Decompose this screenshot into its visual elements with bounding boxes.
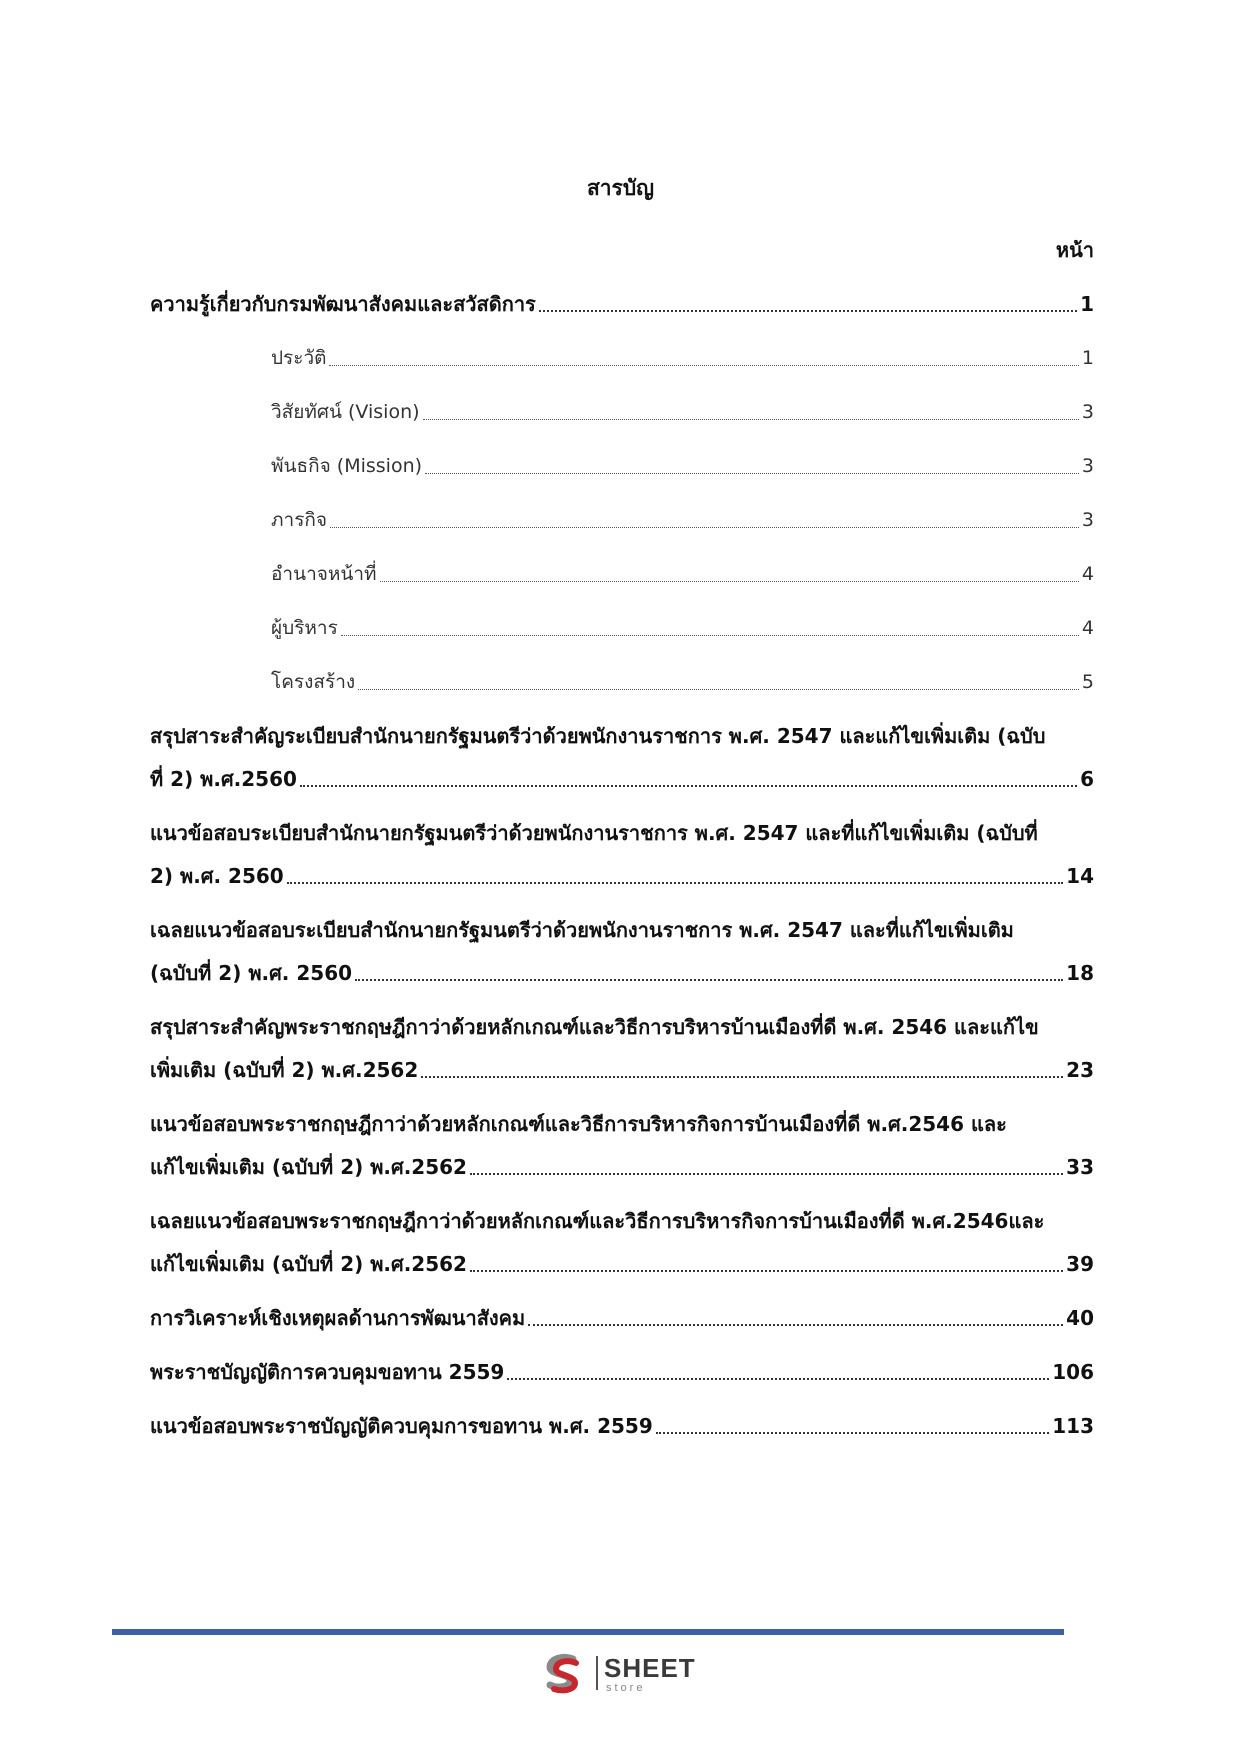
toc-page-number: 6	[1080, 767, 1094, 791]
toc-page-number: 33	[1066, 1155, 1094, 1179]
dot-leader	[656, 1431, 1049, 1434]
toc-entry[interactable]	[150, 290, 1094, 319]
toc-entry-title: พระราชบัญญัติการควบคุมขอทาน 2559	[150, 1360, 505, 1384]
dot-leader	[470, 1269, 1063, 1272]
page-column-label: หน้า	[1055, 238, 1094, 262]
dot-leader	[539, 309, 1077, 312]
toc-page-number: 3	[1081, 455, 1094, 477]
toc-entry[interactable]	[150, 560, 1094, 589]
toc-entry-title: ภารกิจ	[271, 509, 328, 531]
toc-entry-title: อำนาจหน้าที่	[271, 563, 377, 585]
toc-page-number: 23	[1066, 1058, 1094, 1082]
toc-entry-title: แก้ไขเพิ่มเติม (ฉบับที่ 2) พ.ศ.2562	[150, 1155, 467, 1179]
toc-entry-title: ที่ 2) พ.ศ.2560	[150, 767, 297, 791]
toc-entry[interactable]	[150, 614, 1094, 643]
toc-entry-title-line1: เฉลยแนวข้อสอบระเบียบสำนักนายกรัฐมนตรีว่าด้วยพนักงานราชการ พ.ศ. 2547 และที่แก้ไขเพิ่มเติม	[150, 918, 1014, 942]
toc-entry[interactable]	[150, 344, 1094, 373]
toc-entry-title: วิสัยทัศน์ (Vision)	[271, 401, 420, 423]
toc-entry[interactable]	[150, 398, 1094, 427]
dot-leader	[329, 364, 1078, 366]
toc-entry[interactable]	[150, 506, 1094, 535]
dot-leader	[300, 784, 1077, 787]
table-of-contents	[150, 290, 1094, 1441]
toc-entry-title: โครงสร้าง	[271, 671, 356, 693]
toc-page-number: 4	[1081, 563, 1094, 585]
toc-entry-title: ความรู้เกี่ยวกับกรมพัฒนาสังคมและสวัสดิการ	[150, 292, 536, 316]
toc-entry-title: แก้ไขเพิ่มเติม (ฉบับที่ 2) พ.ศ.2562	[150, 1252, 467, 1276]
footer-rule	[112, 1629, 1064, 1635]
toc-page-number: 3	[1081, 509, 1094, 531]
toc-page-number: 1	[1081, 347, 1094, 369]
toc-entry-title-line1: สรุปสาระสำคัญระเบียบสำนักนายกรัฐมนตรีว่าด้วยพนักงานราชการ พ.ศ. 2547 และแก้ไขเพิ่มเติม (ฉบับ	[150, 724, 1046, 748]
toc-entry-title-line1: แนวข้อสอบพระราชกฤษฎีกาว่าด้วยหลักเกณฑ์และวิธีการบริหารกิจการบ้านเมืองที่ดี พ.ศ.2546 และ	[150, 1112, 1007, 1136]
toc-page-number: 14	[1066, 864, 1094, 888]
dot-leader	[423, 418, 1079, 420]
toc-page-number: 4	[1081, 617, 1094, 639]
sheet-store-logo-icon	[540, 1651, 586, 1697]
dot-leader	[380, 580, 1079, 582]
toc-page-number: 1	[1080, 292, 1094, 316]
dot-leader	[470, 1172, 1063, 1175]
dot-leader	[507, 1377, 1049, 1380]
toc-entry-title: 2) พ.ศ. 2560	[150, 864, 284, 888]
logo-divider	[596, 1656, 598, 1690]
toc-entry[interactable]	[150, 1358, 1094, 1387]
toc-entry[interactable]	[150, 1013, 1094, 1085]
toc-entry-title-line1: สรุปสาระสำคัญพระราชกฤษฎีกาว่าด้วยหลักเกณฑ์และวิธีการบริหารบ้านเมืองที่ดี พ.ศ. 2546 และแก้ไข	[150, 1015, 1039, 1039]
toc-page-number: 18	[1066, 961, 1094, 985]
sheet-store-logo	[540, 1651, 710, 1697]
dot-leader	[355, 978, 1063, 981]
toc-entry-title: การวิเคราะห์เชิงเหตุผลด้านการพัฒนาสังคม	[150, 1306, 526, 1330]
toc-entry[interactable]	[150, 819, 1094, 891]
toc-page-number: 5	[1081, 671, 1094, 693]
brand-name: SHEET	[604, 1653, 696, 1683]
toc-page-number: 3	[1081, 401, 1094, 423]
toc-entry-title: เพิ่มเติม (ฉบับที่ 2) พ.ศ.2562	[150, 1058, 419, 1082]
toc-page-number: 39	[1066, 1252, 1094, 1276]
document-title: สารบัญ	[586, 176, 655, 200]
dot-leader	[425, 472, 1079, 474]
toc-entry[interactable]	[150, 452, 1094, 481]
toc-entry-title-line1: แนวข้อสอบระเบียบสำนักนายกรัฐมนตรีว่าด้วยพนักงานราชการ พ.ศ. 2547 และที่แก้ไขเพิ่มเติม (ฉบับที่	[150, 821, 1038, 845]
toc-page-number: 106	[1052, 1360, 1094, 1384]
toc-entry[interactable]	[150, 722, 1094, 794]
dot-leader	[528, 1323, 1063, 1326]
toc-entry-title: แนวข้อสอบพระราชบัญญัติควบคุมการขอทาน พ.ศ. 2559	[150, 1414, 653, 1438]
toc-page-number: 40	[1066, 1306, 1094, 1330]
toc-entry[interactable]	[150, 916, 1094, 988]
toc-page-number: 113	[1052, 1414, 1094, 1438]
dot-leader	[287, 881, 1063, 884]
toc-entry-title: ประวัติ	[271, 347, 327, 369]
dot-leader	[341, 634, 1079, 636]
toc-entry-title-line1: เฉลยแนวข้อสอบพระราชกฤษฎีกาว่าด้วยหลักเกณฑ์และวิธีการบริหารกิจการบ้านเมืองที่ดี พ.ศ.2546และ	[150, 1209, 1045, 1233]
toc-entry[interactable]	[150, 1304, 1094, 1333]
brand-subtitle: store	[606, 1682, 646, 1694]
toc-entry[interactable]	[150, 668, 1094, 697]
dot-leader	[358, 688, 1079, 690]
toc-entry-title: (ฉบับที่ 2) พ.ศ. 2560	[150, 961, 353, 985]
toc-entry-title: พันธกิจ (Mission)	[271, 455, 423, 477]
toc-entry[interactable]	[150, 1412, 1094, 1441]
toc-entry[interactable]	[150, 1110, 1094, 1182]
toc-entry[interactable]	[150, 1207, 1094, 1279]
dot-leader	[421, 1075, 1063, 1078]
toc-entry-title: ผู้บริหาร	[271, 617, 338, 639]
dot-leader	[330, 526, 1079, 528]
